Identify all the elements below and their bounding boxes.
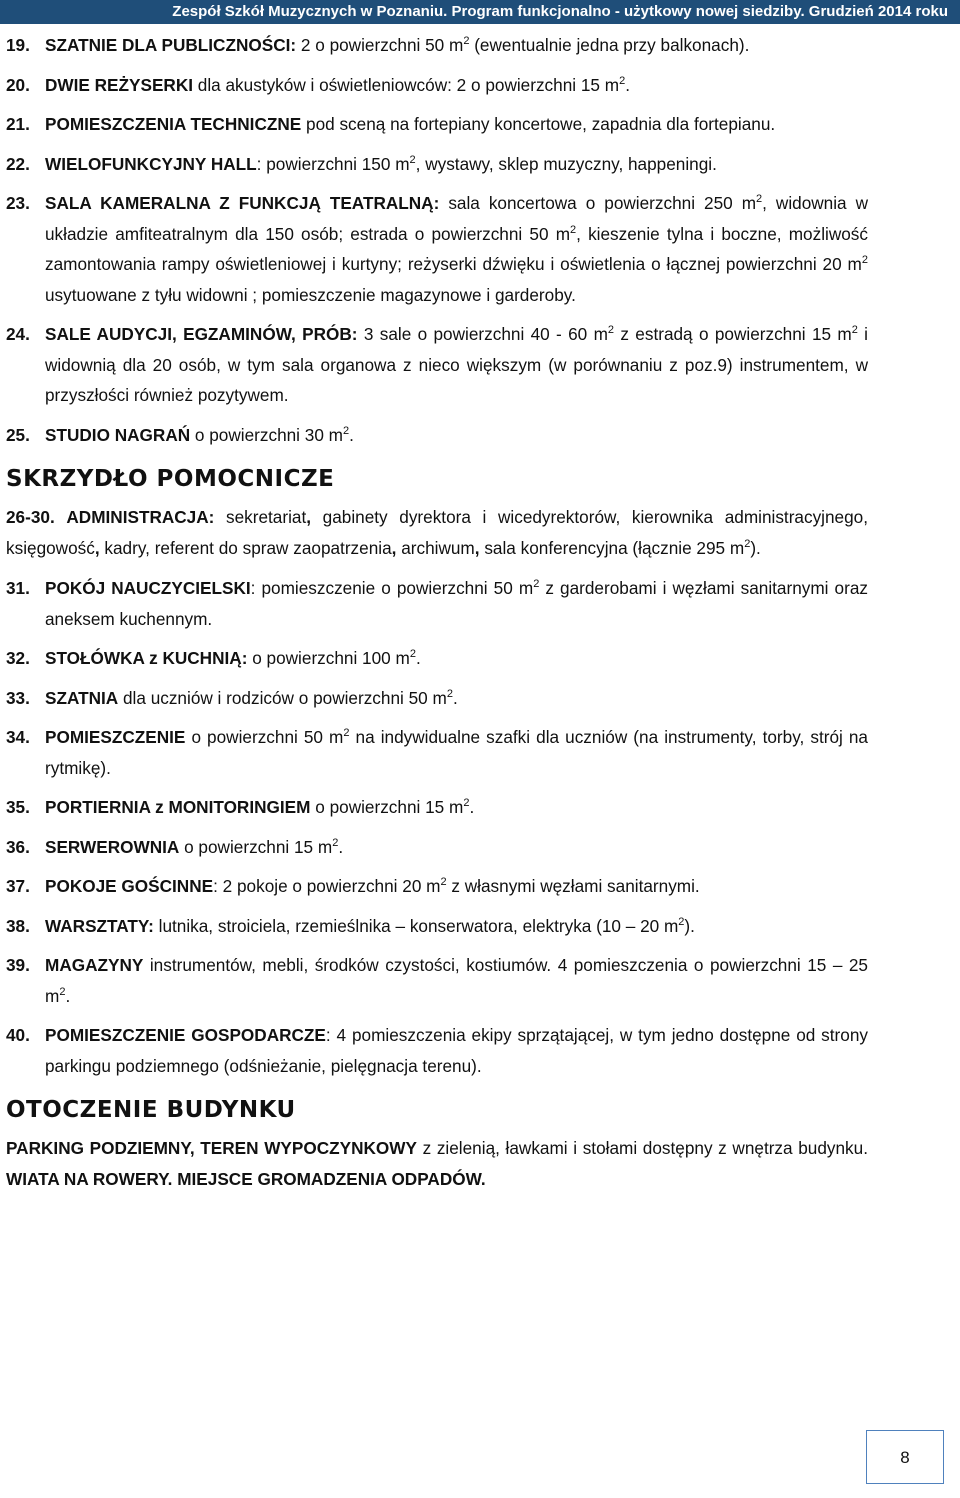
item-body [45, 871, 868, 902]
item-body [45, 188, 868, 310]
item-body [45, 792, 868, 823]
item-text: instrumentów, mebli, środków czystości, kostiumów. 4 pomieszczenia o powierzchni 15 – 25 m [45, 955, 868, 1006]
item-text: : 4 pomieszczenia ekipy sprzątającej, w tym jedno dostępne od strony parkingu podziemnego (odśnieżanie, pielęgnacja terenu). [45, 1025, 868, 1076]
item-body [45, 950, 868, 1011]
section-title-otoczenie: OTOCZENIE BUDYNKU [6, 1097, 296, 1123]
item-text: , [94, 537, 100, 558]
item-number: 19. [6, 35, 30, 55]
item-body [45, 643, 868, 674]
item-label: WIATA NA ROWERY. MIEJSCE GROMADZENIA ODPADÓW. [6, 1168, 486, 1189]
page-number-box [866, 1430, 944, 1484]
list-item [6, 950, 868, 1011]
list-item [6, 1020, 868, 1081]
superscript: 2 [570, 223, 577, 236]
item-text: o powierzchni 100 m [247, 648, 410, 668]
list-item-25 [6, 420, 868, 451]
item-label: POKOJE GOŚCINNE [45, 876, 214, 896]
item-text: o powierzchni 15 m [310, 797, 464, 817]
item-number: 34. [6, 727, 30, 747]
item-number: 33. [6, 687, 30, 708]
item-text: 2 o powierzchni 50 m [296, 35, 464, 55]
item-number: 21. [6, 114, 30, 134]
list-item [6, 109, 868, 140]
list-item [6, 911, 868, 942]
item-text: ). [750, 537, 761, 558]
item-body [45, 1020, 868, 1081]
item-number: 32. [6, 648, 30, 668]
item-text: sekretariat [214, 507, 307, 527]
item-number: 22. [6, 153, 30, 174]
list-item [6, 683, 868, 714]
item-text: , wystawy, sklep muzyczny, happeningi. [415, 153, 717, 174]
item-text: . [65, 985, 71, 1006]
superscript: 2 [409, 648, 416, 660]
item-number: 35. [6, 797, 30, 817]
item-text: . [452, 687, 458, 708]
item-text: sala konferencyjna (łącznie 295 m [479, 537, 745, 558]
superscript: 2 [332, 836, 339, 849]
item-text: o powierzchni 15 m [179, 836, 333, 857]
superscript: 2 [678, 915, 685, 928]
item-text: . [469, 797, 475, 817]
item-body [45, 70, 868, 101]
items-group-a [6, 30, 868, 179]
item-label: SERWEROWNIA [45, 836, 180, 857]
superscript: 2 [59, 985, 66, 998]
item-body [45, 722, 868, 783]
superscript: 2 [440, 876, 447, 888]
item-body [45, 911, 868, 942]
item-text: . [338, 836, 344, 857]
item-text: z zielenią, ławkami i stołami dostępny z wnętrza budynku. [416, 1138, 868, 1158]
item-label: POMIESZCZENIA TECHNICZNE [45, 114, 302, 134]
list-item [6, 722, 868, 783]
item-label: STOŁÓWKA z KUCHNIĄ: [45, 648, 248, 668]
item-text: usytuowane z tyłu widowni ; pomieszczenie magazynowe i garderoby. [45, 284, 576, 305]
list-item-24 [6, 319, 868, 411]
item-number: 40. [6, 1025, 30, 1045]
document-body [6, 30, 868, 1204]
item-text: ). [684, 915, 695, 936]
list-item [6, 792, 868, 823]
item-number: 38. [6, 915, 30, 936]
item-number: 37. [6, 876, 30, 896]
item-text: . [349, 424, 354, 445]
item-text: . [415, 648, 421, 668]
item-number: 39. [6, 955, 30, 975]
list-item [6, 643, 868, 674]
item-label: POMIESZCZENIE GOSPODARCZE [45, 1025, 326, 1045]
item-label: WARSZTATY: [45, 915, 154, 936]
item-label: STUDIO NAGRAŃ [45, 424, 191, 445]
item-text: , [474, 537, 480, 558]
item-text: , widownia w układzie amfiteatralnym dla 150 osób; estrada o powierzchni 50 m [45, 193, 869, 244]
superscript: 2 [343, 727, 350, 739]
list-item [6, 832, 868, 863]
page-header-title: Zespół Szkół Muzycznych w Poznaniu. Program funkcjonalno - użytkowy nowej siedziby. Grudzień 2014 roku [172, 3, 948, 20]
item-label: SZATNIA [45, 687, 119, 708]
item-text: , [306, 507, 312, 527]
superscript: 2 [343, 424, 350, 437]
item-body [45, 683, 868, 714]
item-text: lutnika, stroiciela, rzemieślnika – konserwatora, elektryka (10 – 20 m [153, 915, 679, 936]
item-text: z estradą o powierzchni 15 m [614, 324, 852, 344]
superscript: 2 [607, 324, 615, 336]
item-label: MAGAZYNY [45, 955, 144, 975]
item-body [45, 420, 868, 451]
list-item [6, 573, 868, 634]
item-text: sala koncertowa o powierzchni 250 m [439, 193, 757, 213]
item-text: kadry, referent do spraw zaopatrzenia [99, 537, 392, 558]
superscript: 2 [409, 153, 416, 166]
item-body [45, 30, 868, 61]
item-label: SALE AUDYCJI, EGZAMINÓW, PRÓB: [45, 324, 358, 344]
items-group-b [6, 573, 868, 1081]
item-number: 36. [6, 836, 30, 857]
item-text: dla uczniów i rodziców o powierzchni 50 m [118, 687, 447, 708]
item-text: o powierzchni 50 m [185, 727, 344, 747]
item-text: archiwum [396, 537, 475, 558]
superscript: 2 [446, 687, 453, 700]
page-number: 8 [900, 1448, 910, 1467]
item-text: na indywidualne szafki dla uczniów (na instrumenty, torby, strój na rytmikę). [45, 727, 868, 778]
list-item [6, 149, 868, 180]
item-text: o powierzchni 30 m [190, 424, 343, 445]
item-number: 25. [6, 424, 30, 445]
superscript: 2 [463, 35, 470, 47]
item-label: SZATNIE DLA PUBLICZNOŚCI: [45, 35, 297, 55]
superscript: 2 [744, 537, 751, 550]
item-number: 23. [6, 193, 30, 213]
item-text: , [391, 537, 397, 558]
item-text: : powierzchni 150 m [256, 153, 410, 174]
item-label: PARKING PODZIEMNY, TEREN WYPOCZYNKOWY [6, 1138, 417, 1158]
item-text: dla akustyków i oświetleniowców: 2 o powierzchni 15 m [193, 74, 620, 95]
item-number: 24. [6, 324, 30, 344]
item-text: z garderobami i węzłami sanitarnymi oraz aneksem kuchennym. [45, 578, 868, 629]
superscript: 2 [851, 324, 858, 336]
item-body [45, 149, 868, 180]
item-text: pod sceną na fortepiany koncertowe, zapadnia dla fortepianu. [301, 114, 776, 134]
item-text: : pomieszczenie o powierzchni 50 m [250, 578, 534, 598]
superscript: 2 [619, 74, 626, 87]
item-text: 3 sale o powierzchni 40 - 60 m [357, 324, 608, 344]
item-text: (ewentualnie jedna przy balkonach). [469, 35, 750, 55]
page-header [0, 0, 960, 24]
superscript: 2 [533, 578, 540, 590]
otoczenie-paragraph [6, 1133, 868, 1194]
list-item-23 [6, 188, 868, 310]
item-label: ADMINISTRACJA: [66, 507, 215, 527]
superscript: 2 [756, 193, 763, 205]
list-item [6, 30, 868, 61]
item-text: . [625, 74, 630, 95]
item-number: 20. [6, 74, 30, 95]
item-label: SALA KAMERALNA Z FUNKCJĄ TEATRALNĄ: [45, 193, 440, 213]
section-title-pomocnicze: SKRZYDŁO POMOCNICZE [6, 466, 335, 492]
item-label: PORTIERNIA z MONITORINGIEM [45, 797, 311, 817]
superscript: 2 [463, 797, 470, 809]
item-body [45, 573, 868, 634]
item-label: POMIESZCZENIE [45, 727, 186, 747]
superscript: 2 [861, 254, 868, 266]
list-item [6, 70, 868, 101]
item-label: DWIE REŻYSERKI [45, 74, 194, 95]
item-number: 31. [6, 578, 30, 598]
item-number: 26-30. [6, 507, 55, 527]
admin-paragraph [6, 502, 868, 563]
item-body [45, 109, 868, 140]
item-label: POKÓJ NAUCZYCIELSKI [45, 578, 251, 598]
item-text: z własnymi węzłami sanitarnymi. [446, 876, 700, 896]
list-item [6, 871, 868, 902]
item-text: i widownią dla 20 osób, w tym sala organowa z nieco większym (w porównaniu z poz.9) instrumentem, w przyszłości również pozytywem. [45, 324, 869, 405]
item-text: : 2 pokoje o powierzchni 20 m [213, 876, 441, 896]
item-text: gabinety dyrektora i wicedyrektorów, kierownika administracyjnego, księgowość [6, 507, 869, 558]
item-body [45, 319, 868, 411]
item-text: , kieszenie tylna i boczne, możliwość zamontowania rampy oświetleniowej i kurtyny; reżyserki dźwięku i oświetlenia o łącznej powierzchni 20 m [45, 223, 868, 274]
item-body [45, 832, 868, 863]
item-label: WIELOFUNKCYJNY HALL [45, 153, 257, 174]
